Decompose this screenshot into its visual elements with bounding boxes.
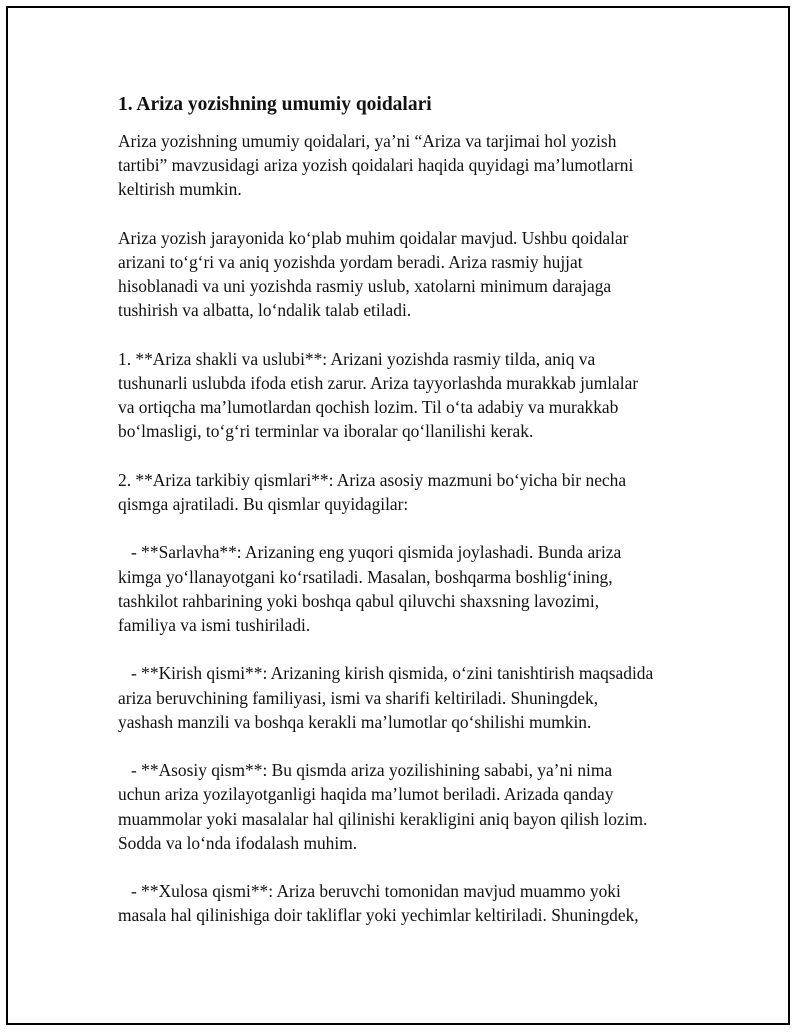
text-line: familiya va ismi tushiriladi. xyxy=(118,615,311,635)
text-line: masala hal qilinishiga doir takliflar yoki yechimlar keltiriladi. Shuningdek, xyxy=(118,905,639,926)
paragraph-list xyxy=(118,129,698,928)
text-line: va ortiqcha ma’lumotlardan qochish lozim. Til o‘ta adabiy va murakkab xyxy=(118,397,619,418)
text-line: 1. **Ariza shakli va uslubi**: Arizani yozishda rasmiy tilda, aniq va xyxy=(118,348,596,369)
text-line: keltirish mumkin. xyxy=(118,179,242,200)
text-line: tartibi” mavzusidagi ariza yozish qoidalari haqida quyidagi ma’lumotlarni xyxy=(118,155,634,176)
text-line: arizani to‘g‘ri va aniq yozishda yordam beradi. Ariza rasmiy hujjat xyxy=(118,252,583,272)
paragraph xyxy=(118,347,698,444)
text-line: hisoblanadi va uni yozishda rasmiy uslub, xatolarni minimum darajaga xyxy=(118,276,612,297)
text-line: qismga ajratiladi. Bu qismlar quyidagilar: xyxy=(118,494,409,514)
text-line: - **Kirish qismi**: Arizaning kirish qismida, o‘zini tanishtirish maqsadida xyxy=(118,663,654,684)
text-line: 2. **Ariza tarkibiy qismlari**: Ariza asosiy mazmuni bo‘yicha bir necha xyxy=(118,469,627,490)
paragraph xyxy=(118,758,698,855)
text-line: tushunarli uslubda ifoda etish zarur. Ariza tayyorlashda murakkab jumlalar xyxy=(118,373,639,393)
text-line: - **Xulosa qismi**: Ariza beruvchi tomonidan mavjud muammo yoki xyxy=(118,881,621,902)
document-body xyxy=(118,92,698,952)
text-line: - **Asosiy qism**: Bu qismda ariza yozilishining sababi, ya’ni nima xyxy=(118,760,613,781)
text-line: Sodda va lo‘nda ifodalash muhim. xyxy=(118,832,358,853)
text-line: tushirish va albatta, lo‘ndalik talab etiladi. xyxy=(118,300,412,321)
text-line: Ariza yozishning umumiy qoidalari, ya’ni “Ariza va tarjimai hol yozish xyxy=(118,131,617,151)
paragraph xyxy=(118,540,698,637)
document-heading: 1. Ariza yozishning umumiy qoidalari xyxy=(118,94,432,115)
text-line: Ariza yozish jarayonida ko‘plab muhim qoidalar mavjud. Ushbu qoidalar xyxy=(118,227,629,248)
text-line: tashkilot rahbarining yoki boshqa qabul qiluvchi shaxsning lavozimi, xyxy=(118,590,600,611)
text-line: uchun ariza yozilayotganligi haqida ma’lumot beriladi. Arizada qanday xyxy=(118,784,614,805)
paragraph xyxy=(118,661,698,734)
text-line: muammolar yoki masalalar hal qilinishi kerakligini aniq bayon qilish lozim. xyxy=(118,808,648,829)
paragraph xyxy=(118,129,698,202)
paragraph xyxy=(118,226,698,323)
text-line: yashash manzili va boshqa kerakli ma’lumotlar qo‘shilishi mumkin. xyxy=(118,711,592,732)
paragraph xyxy=(118,468,698,516)
text-line: - **Sarlavha**: Arizaning eng yuqori qismida joylashadi. Bunda ariza xyxy=(118,542,622,563)
text-line: ariza beruvchining familiyasi, ismi va sharifi keltiriladi. Shuningdek, xyxy=(118,687,599,708)
paragraph xyxy=(118,879,698,927)
text-line: bo‘lmasligi, to‘g‘ri terminlar va iboralar qo‘llanilishi kerak. xyxy=(118,421,534,442)
text-line: kimga yo‘llanayotgani ko‘rsatiladi. Masalan, boshqarma boshlig‘ining, xyxy=(118,566,613,587)
